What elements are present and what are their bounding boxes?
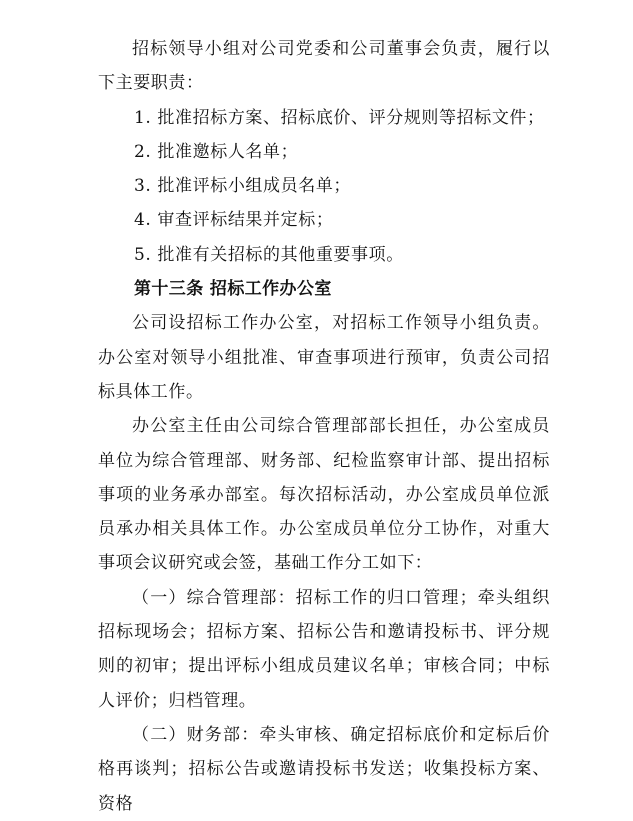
duty-item-1: 1. 批准招标方案、招标底价、评分规则等招标文件； bbox=[134, 107, 545, 128]
duty-item-5: 5. 批准有关招标的其他重要事项。 bbox=[134, 244, 404, 265]
finance-duties-paragraph: （二）财务部：牵头审核、确定招标底价和定标后价格再谈判；招标公告或邀请投标书发送；收集投标方案、资格 bbox=[98, 724, 550, 814]
general-management-duties-paragraph: （一）综合管理部：招标工作的归口管理；牵头组织招标现场会；招标方案、招标公告和邀请投标书、评分规则的初审；提出评标小组成员建议名单；审核合同；中标人评价；归档管理。 bbox=[98, 587, 550, 711]
office-intro-paragraph: 公司设招标工作办公室，对招标工作领导小组负责。办公室对领导小组批准、审查事项进行预审，负责公司招标具体工作。 bbox=[98, 313, 550, 402]
duty-item-2: 2. 批准邀标人名单； bbox=[134, 141, 299, 162]
office-members-paragraph: 办公室主任由公司综合管理部部长担任，办公室成员单位为综合管理部、财务部、纪检监察审计部、提出招标事项的业务承办部室。每次招标活动，办公室成员单位派员承办相关具体工作。办公室成员单位分工协作，对重大事项会议研究或会签，基础工作分工如下： bbox=[98, 416, 550, 574]
duty-item-3: 3. 批准评标小组成员名单； bbox=[134, 176, 352, 197]
duty-item-4: 4. 审查评标结果并定标； bbox=[134, 210, 334, 231]
article-13-heading: 第十三条 招标工作办公室 bbox=[134, 279, 332, 300]
document-page bbox=[98, 32, 550, 821]
duties-intro-paragraph: 招标领导小组对公司党委和公司董事会负责，履行以下主要职责： bbox=[98, 39, 550, 94]
